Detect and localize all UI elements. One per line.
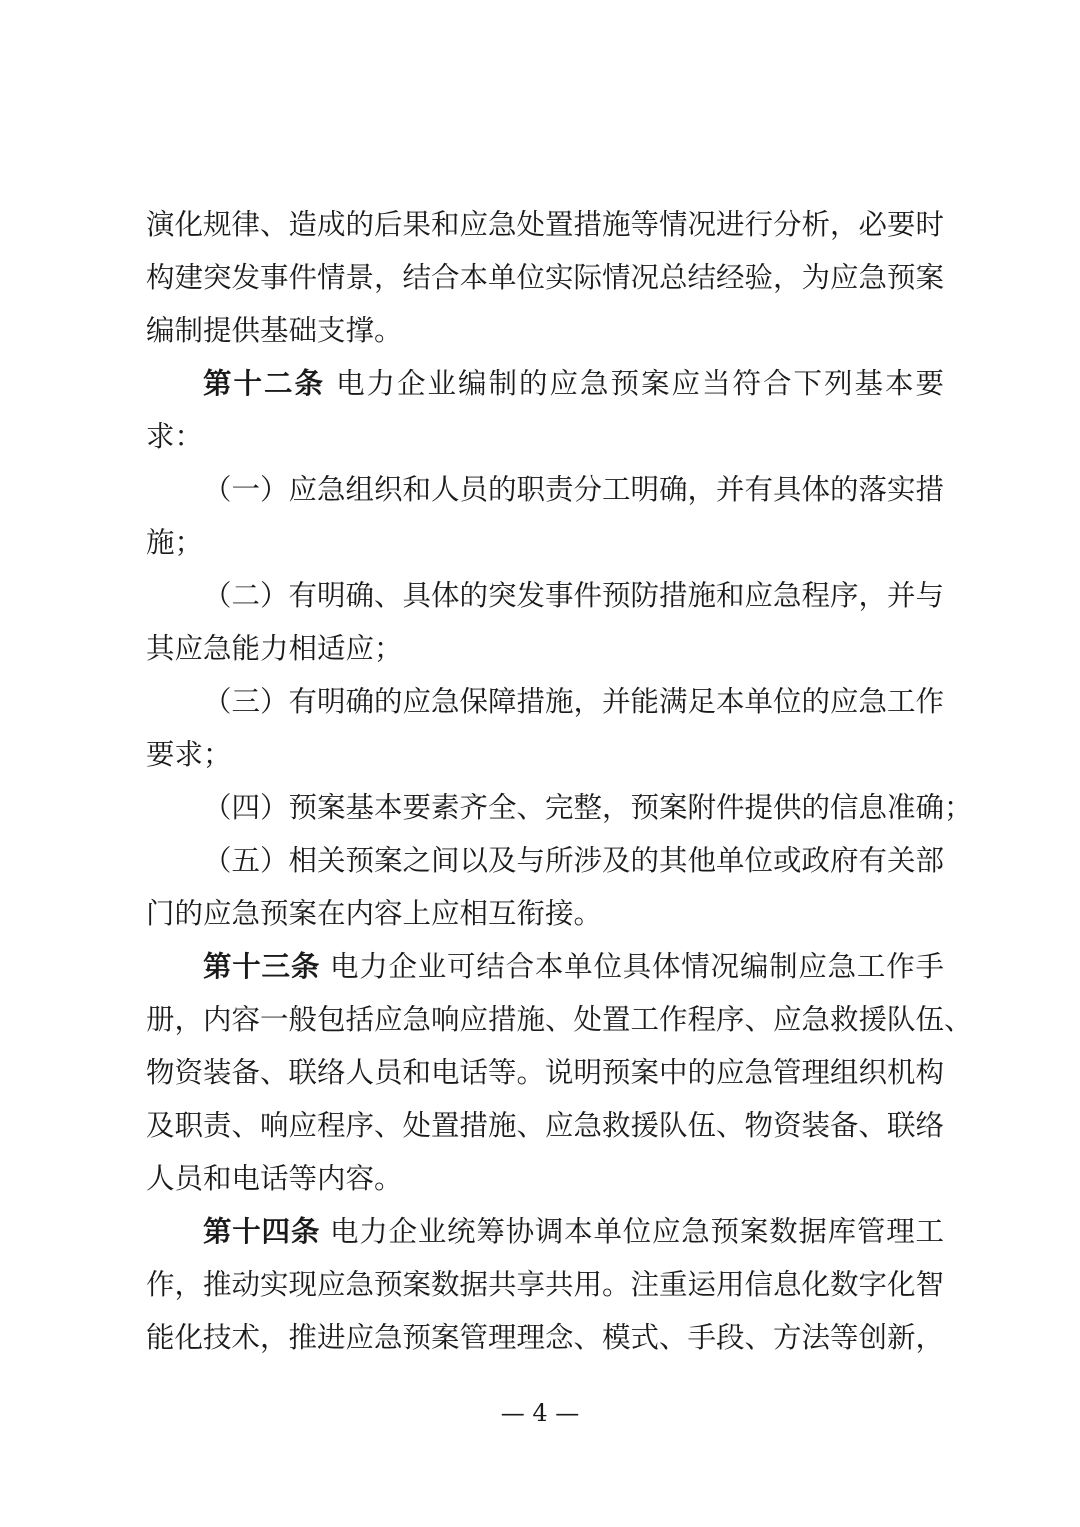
text-line: 其应急能力相适应； — [146, 632, 403, 665]
text-line: 演化规律、造成的后果和应急处置措施等情况进行分析，必要时 — [146, 208, 945, 241]
text-span: 电力企业可结合本单位具体情况编制应急工作手 — [329, 950, 944, 983]
text-line: 人员和电话等内容。 — [146, 1162, 403, 1195]
text-line — [146, 940, 944, 993]
article-13-paragraph — [146, 940, 973, 1205]
text-line: 作，推动实现应急预案数据共享共用。注重运用信息化数字化智 — [146, 1268, 945, 1301]
list-item — [146, 569, 944, 675]
text-line: 编制提供基础支撑。 — [146, 314, 403, 347]
list-item — [146, 781, 973, 834]
page-number: — 4 — — [500, 1399, 580, 1427]
text-line: 施； — [146, 526, 204, 559]
paragraph — [146, 198, 944, 357]
list-item — [146, 463, 944, 569]
article-12-paragraph — [146, 357, 944, 463]
text-span: 电力企业编制的应急预案应当符合下列基本要 — [336, 367, 944, 400]
text-line: 构建突发事件情景，结合本单位实际情况总结经验，为应急预案 — [146, 261, 945, 294]
text-line: （三）有明确的应急保障措施，并能满足本单位的应急工作 — [203, 685, 945, 718]
list-item — [146, 834, 944, 940]
article-heading: 第十二条 — [203, 367, 325, 400]
text-line — [146, 1205, 944, 1258]
text-line: （二）有明确、具体的突发事件预防措施和应急程序，并与 — [203, 579, 945, 612]
text-line: 要求； — [146, 738, 232, 771]
text-line: 求： — [146, 420, 204, 453]
text-line: 册，内容一般包括应急响应措施、处置工作程序、应急救援队伍、 — [146, 1003, 973, 1036]
list-item — [146, 675, 944, 781]
article-heading: 第十三条 — [203, 950, 321, 983]
text-line: 及职责、响应程序、处置措施、应急救援队伍、物资装备、联络 — [146, 1109, 945, 1142]
text-line: （一）应急组织和人员的职责分工明确，并有具体的落实措 — [203, 473, 945, 506]
text-line: （四）预案基本要素齐全、完整，预案附件提供的信息准确； — [203, 791, 973, 824]
text-line: 物资装备、联络人员和电话等。说明预案中的应急管理组织机构 — [146, 1056, 945, 1089]
text-line: （五）相关预案之间以及与所涉及的其他单位或政府有关部 — [203, 844, 945, 877]
text-span: 电力企业统筹协调本单位应急预案数据库管理工 — [329, 1215, 944, 1248]
text-line: 门的应急预案在内容上应相互衔接。 — [146, 897, 603, 930]
document-body — [146, 198, 973, 1364]
text-line: 能化技术，推进应急预案管理理念、模式、手段、方法等创新， — [146, 1321, 945, 1354]
article-14-paragraph — [146, 1205, 944, 1364]
text-line — [146, 357, 944, 410]
article-heading: 第十四条 — [203, 1215, 321, 1248]
